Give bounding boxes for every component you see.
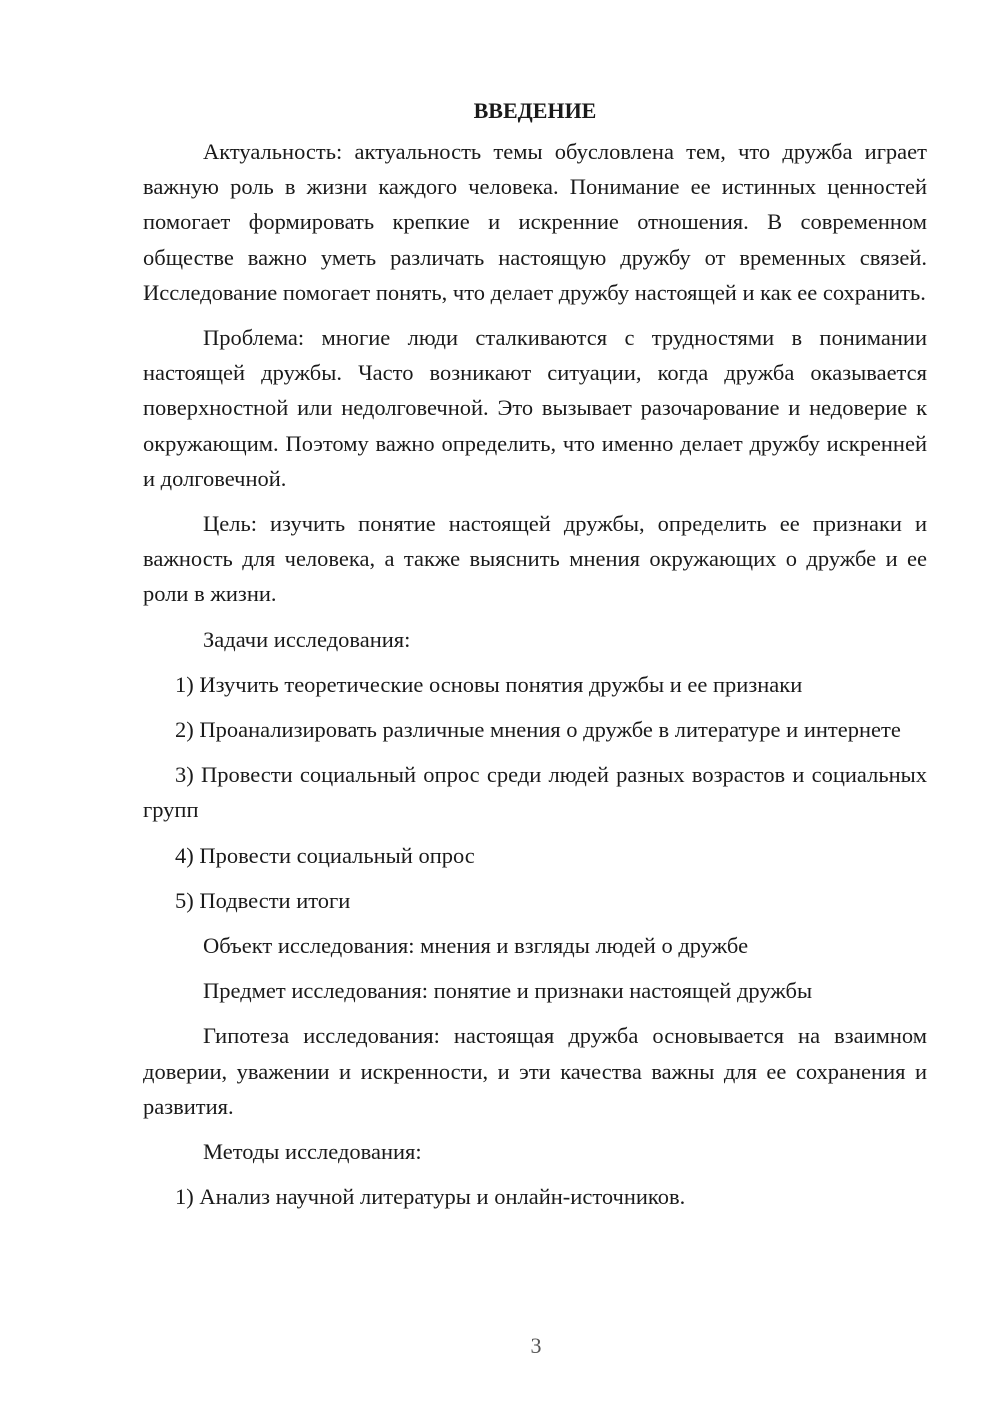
page-number: 3 [530, 1333, 542, 1358]
research-hypothesis: Гипотеза исследования: настоящая дружба основывается на взаимном доверии, уважении и искренности, и эти качества важны для ее сохранения и развития. [143, 1023, 927, 1119]
task-item-5: 5) Подвести итоги [175, 887, 351, 913]
research-subject: Предмет исследования: понятие и признаки настоящей дружбы [203, 978, 813, 1004]
methods-heading: Методы исследования: [203, 1139, 422, 1165]
task-item-3: 3) Провести социальный опрос среди людей разных возрастов и социальных групп [143, 762, 927, 823]
relevance-paragraph: Актуальность: актуальность темы обусловлена тем, что дружба играет важную роль в жизни каждого человека. Понимание ее истинных ценностей помогает формировать крепкие и искренние отношения. В современном обществе важно уметь различать настоящую дружбу от временных связей. Исследование помогает понять, что делает дружбу настоящей и как ее сохранить. [143, 139, 927, 305]
task-item-2: 2) Проанализировать различные мнения о дружбе в литературе и интернете [175, 717, 901, 743]
method-item-1: 1) Анализ научной литературы и онлайн-источников. [175, 1184, 686, 1210]
task-item-4: 4) Провести социальный опрос [175, 842, 475, 868]
tasks-heading: Задачи исследования: [203, 626, 411, 652]
task-item-1: 1) Изучить теоретические основы понятия дружбы и ее признаки [175, 671, 803, 697]
research-object: Объект исследования: мнения и взгляды людей о дружбе [203, 933, 749, 959]
section-title: ВВЕДЕНИЕ [473, 98, 597, 123]
goal-paragraph: Цель: изучить понятие настоящей дружбы, определить ее признаки и важность для человека, а также выяснить мнения окружающих о дружбе и ее роли в жизни. [143, 511, 927, 607]
page-content [143, 93, 927, 1224]
problem-paragraph: Проблема: многие люди сталкиваются с трудностями в понимании настоящей дружбы. Часто возникают ситуации, когда дружба оказывается поверхностной или недолговечной. Это вызывает разочарование и недоверие к окружающим. Поэтому важно определить, что именно делает дружбу искренней и долговечной. [143, 325, 927, 491]
